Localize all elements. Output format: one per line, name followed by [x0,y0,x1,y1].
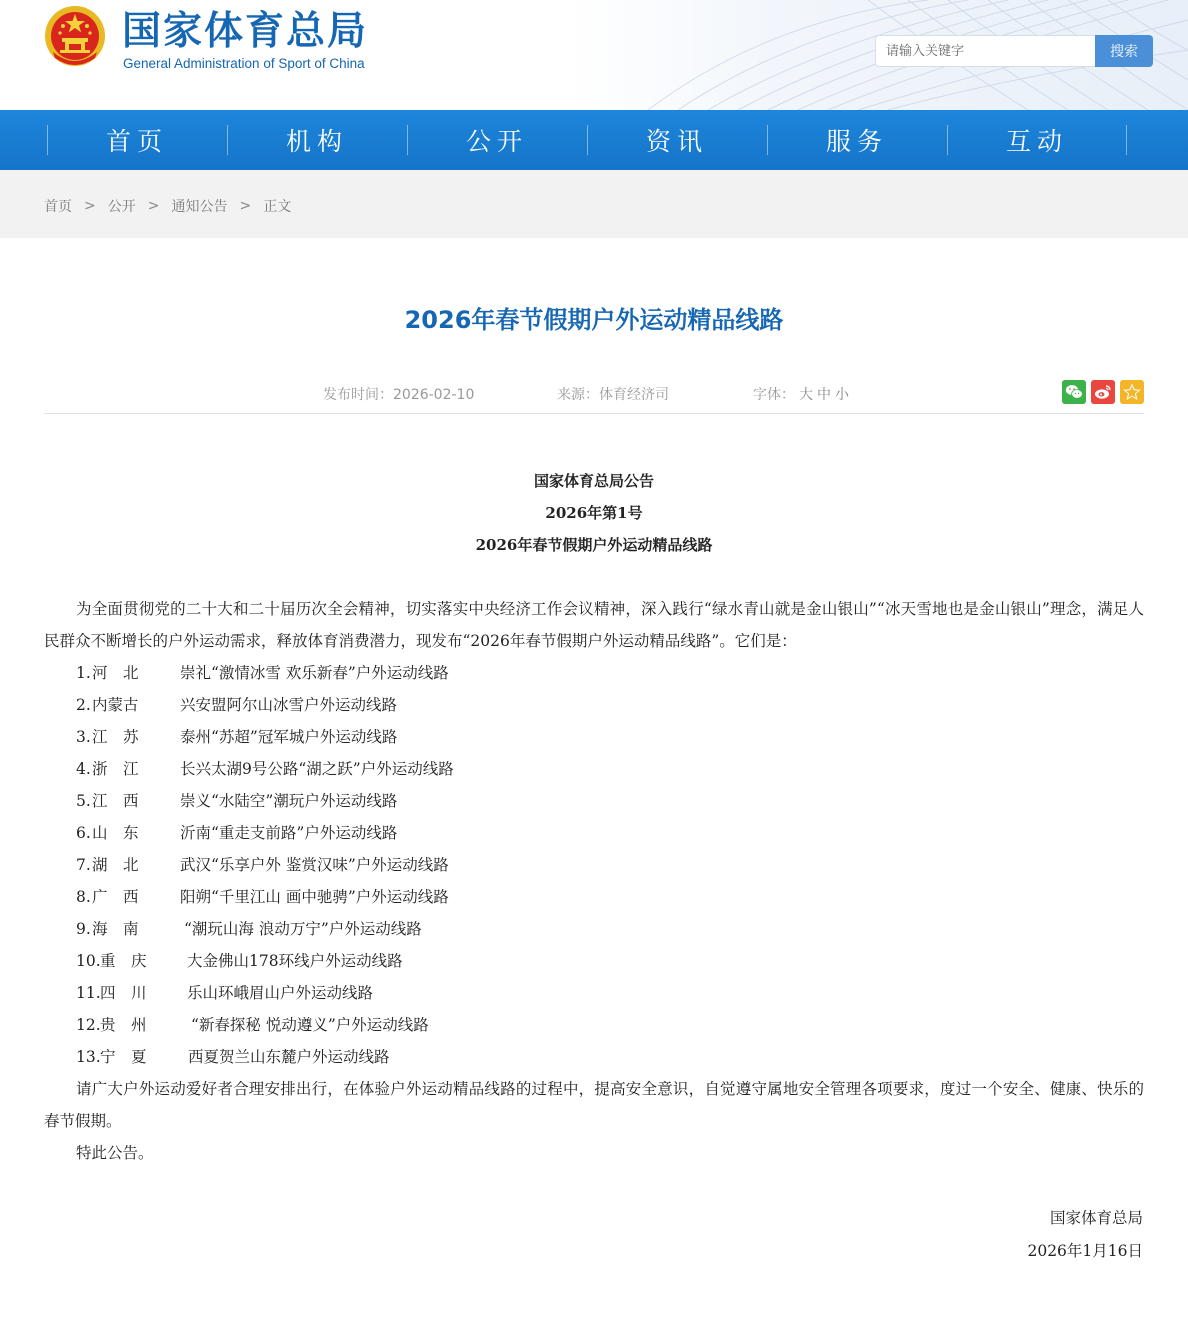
nav-item-service[interactable]: 服务 [767,110,947,170]
route-item [44,721,1144,753]
route-province: 广 西 [92,888,139,906]
route-name: 兴安盟阿尔山冰雪户外运动线路 [180,696,398,714]
route-item [44,785,1144,817]
closing-paragraph: 请广大户外运动爱好者合理安排出行，在体验户外运动精品线路的过程中，提高安全意识，自觉遵守属地安全管理各项要求，度过一个安全、健康、快乐的春节假期。 [44,1080,1144,1130]
font-size-small[interactable]: 小 [835,387,849,403]
route-number: 8. [76,888,91,906]
intro-paragraph: 为全面贯彻党的二十大和二十届历次全会精神，切实落实中央经济工作会议精神，深入践行“绿水青山就是金山银山”“冰天雪地也是金山银山”理念，满足人民群众不断增长的户外运动需求，释放体育消费潜力，现发布“2026年春节假期户外运动精品线路”。它们是： [44,600,1144,650]
route-province: 江 西 [92,792,139,810]
route-item [44,1009,1144,1041]
route-province: 山 东 [92,824,139,842]
breadcrumb-bar [0,170,1188,238]
route-number: 3. [76,728,91,746]
route-province: 内蒙古 [92,696,139,714]
route-item [44,753,1144,785]
signature-date: 2026年1月16日 [1027,1242,1143,1260]
doc-heading-title: 2026年春节假期户外运动精品线路 [475,536,713,554]
article-meta [0,382,1188,404]
route-name: 长兴太湖9号公路“湖之跃”户外运动线路 [180,760,454,778]
wechat-icon[interactable] [1062,380,1086,404]
font-size-controls [753,384,849,404]
route-item [44,849,1144,881]
route-item [44,689,1144,721]
signature-org: 国家体育总局 [1049,1209,1143,1227]
doc-heading-number: 2026年第1号 [545,504,643,522]
breadcrumb-notices[interactable]: 通知公告 [171,199,228,215]
breadcrumb-home[interactable]: 首页 [44,199,72,215]
breadcrumb [44,196,291,216]
site-subtitle: General Administration of Sport of China [123,56,365,71]
route-number: 13. [76,1048,101,1066]
breadcrumb-public[interactable]: 公开 [107,199,136,215]
route-number: 5. [76,792,91,810]
route-number: 7. [76,856,91,874]
article-title: 2026年春节假期户外运动精品线路 [404,306,784,334]
route-number: 11. [76,984,101,1002]
route-item [44,881,1144,913]
route-name: 阳朔“千里江山 画中驰骋”户外运动线路 [180,888,449,906]
route-item [44,1041,1144,1073]
site-title[interactable]: 国家体育总局 [122,9,369,54]
route-item [44,945,1144,977]
route-item [44,817,1144,849]
route-number: 6. [76,824,91,842]
route-item [44,657,1144,689]
route-name: 沂南“重走支前路”户外运动线路 [180,824,398,842]
route-province: 湖 北 [92,856,139,874]
search-input[interactable] [875,35,1095,67]
special-notice: 特此公告。 [76,1144,154,1162]
breadcrumb-separator: > [239,198,252,214]
route-number: 9. [76,920,91,938]
route-number: 1. [76,664,91,682]
route-province: 宁 夏 [100,1048,147,1066]
nav-item-organization[interactable]: 机构 [227,110,407,170]
route-province: 重 庆 [100,952,147,970]
nav-item-public[interactable]: 公开 [407,110,587,170]
route-name: 泰州“苏超”冠军城户外运动线路 [180,728,398,746]
route-item [44,913,1144,945]
breadcrumb-current: 正文 [263,199,292,215]
route-name: “潮玩山海 浪动万宁”户外运动线路 [184,920,422,938]
route-number: 12. [76,1016,101,1034]
national-emblem-icon[interactable] [43,4,107,70]
doc-heading-issuer: 国家体育总局公告 [533,472,654,490]
route-name: “新春探秘 悦动遵义”户外运动线路 [191,1016,429,1034]
route-province: 海 南 [92,920,139,938]
route-name: 武汉“乐享户外 鉴赏汉味”户外运动线路 [180,856,449,874]
nav-item-home[interactable]: 首页 [47,110,227,170]
site-header [0,0,1188,110]
nav-item-news[interactable]: 资讯 [587,110,767,170]
route-number: 10. [76,952,101,970]
publish-date: 发布时间：2026-02-10 [323,387,475,403]
article-body [44,593,1144,1169]
route-province: 浙 江 [92,760,139,778]
main-nav [0,110,1188,170]
article-source: 来源：体育经济司 [557,387,669,403]
route-province: 四 川 [100,984,147,1002]
font-size-large[interactable]: 大 [799,387,813,403]
route-number: 2. [76,696,91,714]
share-buttons [1062,380,1144,404]
route-item [44,977,1144,1009]
route-name: 西夏贺兰山东麓户外运动线路 [188,1048,390,1066]
breadcrumb-separator: > [147,198,160,214]
route-province: 河 北 [92,664,139,682]
qzone-icon[interactable] [1120,380,1144,404]
route-province: 贵 州 [100,1016,147,1034]
route-province: 江 苏 [92,728,139,746]
route-name: 大金佛山178环线户外运动线路 [187,952,403,970]
font-size-label: 字体： [753,387,795,403]
breadcrumb-separator: > [84,198,96,214]
route-number: 4. [76,760,91,778]
route-name: 崇礼“激情冰雪 欢乐新春”户外运动线路 [180,664,449,682]
font-size-medium[interactable]: 中 [817,387,831,403]
nav-item-interaction[interactable]: 互动 [947,110,1127,170]
route-name: 崇义“水陆空”潮玩户外运动线路 [180,792,398,810]
route-name: 乐山环峨眉山户外运动线路 [187,984,374,1002]
search-button[interactable]: 搜索 [1095,35,1153,67]
weibo-icon[interactable] [1091,380,1115,404]
meta-divider [44,413,1144,414]
